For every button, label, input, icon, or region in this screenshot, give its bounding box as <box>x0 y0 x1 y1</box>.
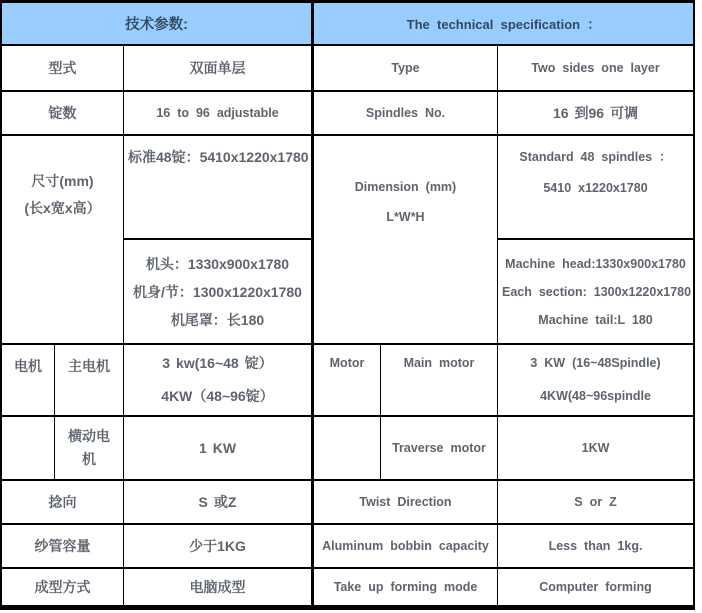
dimension-label-en-line2: L*W*H <box>386 210 425 224</box>
main-motor-label-en: Main motor <box>381 344 498 416</box>
main-motor-value-en-line2: 4KW(48~96spindle <box>540 389 651 403</box>
type-label-en: Type <box>313 45 498 91</box>
spindles-value-en: 16 到96 可调 <box>498 91 694 135</box>
row-motor-main <box>2 344 694 416</box>
motor-group-spacer-cn <box>2 416 55 480</box>
forming-label-cn: 成型方式 <box>2 568 124 606</box>
main-motor-value-en-line1: 3 KW (16~48Spindle) <box>530 356 661 370</box>
spec-table <box>1 1 694 607</box>
type-label-cn: 型式 <box>2 45 124 91</box>
machine-head-en: Machine head:1330x900x1780 <box>505 256 686 271</box>
bobbin-label-en: Aluminum bobbin capacity <box>313 524 498 568</box>
dimension-label-en <box>313 135 498 344</box>
traverse-motor-label-cn <box>55 416 124 480</box>
dimension-standard-cn <box>124 135 313 239</box>
motor-group-label-en: Motor <box>313 344 381 416</box>
each-section-cn: 机身/节：1300x1220x1780 <box>133 283 302 300</box>
forming-label-en: Take up forming mode <box>313 568 498 606</box>
dimension-standard-en-line2: 5410 x1220x1780 <box>543 181 648 195</box>
traverse-motor-label-cn-text: 横动电机 <box>68 428 110 467</box>
dimension-standard-cn-line: 标准48锭：5410x1220x1780 <box>128 149 309 165</box>
twist-value-en: S or Z <box>498 480 694 524</box>
twist-label-cn: 捻向 <box>2 480 124 524</box>
type-value-cn: 双面单层 <box>124 45 313 91</box>
machine-tail-cn: 机尾罩：长180 <box>170 311 265 328</box>
dimension-label-en-line1: Dimension (mm) <box>354 180 457 194</box>
dimension-detail-cn <box>124 239 313 344</box>
dimension-label-cn-line1: 尺寸(mm) <box>31 173 94 189</box>
dimension-standard-en <box>498 135 694 239</box>
type-value-en: Two sides one layer <box>498 45 694 91</box>
motor-group-label-cn: 电机 <box>2 344 55 416</box>
row-type <box>2 45 694 91</box>
spindles-value-cn: 16 to 96 adjustable <box>124 91 313 135</box>
dimension-label-cn-line2: (长x宽x高） <box>24 200 101 216</box>
header-row <box>2 2 694 45</box>
main-motor-value-en <box>498 344 694 416</box>
traverse-motor-value-en: 1KW <box>498 416 694 480</box>
forming-value-cn: 电脑成型 <box>124 568 313 606</box>
row-dimension-standard <box>2 135 694 239</box>
each-section-en: Each section: 1300x1220x1780 <box>502 284 692 299</box>
main-motor-value-cn-line1: 3 kw(16~48 锭） <box>162 355 273 371</box>
twist-label-en: Twist Direction <box>313 480 498 524</box>
traverse-motor-label-en: Traverse motor <box>381 416 498 480</box>
bobbin-value-cn: 少于1KG <box>124 524 313 568</box>
spindles-label-en: Spindles No. <box>313 91 498 135</box>
dimension-detail-en <box>498 239 694 344</box>
row-twist <box>2 480 694 524</box>
header-title-cn: 技术参数: <box>2 2 313 45</box>
traverse-motor-value-cn: 1 KW <box>124 416 313 480</box>
forming-value-en: Computer forming <box>498 568 694 606</box>
bobbin-value-en: Less than 1kg. <box>498 524 694 568</box>
row-spindles <box>2 91 694 135</box>
row-forming <box>2 568 694 606</box>
machine-tail-en: Machine tail:L 180 <box>538 312 653 327</box>
twist-value-cn: S 或Z <box>124 480 313 524</box>
row-motor-traverse <box>2 416 694 480</box>
motor-group-spacer-en <box>313 416 381 480</box>
main-motor-value-cn-line2: 4KW（48~96锭） <box>161 388 274 404</box>
bobbin-label-cn: 纱管容量 <box>2 524 124 568</box>
main-motor-label-cn: 主电机 <box>55 344 124 416</box>
machine-head-cn: 机头：1330x900x1780 <box>145 255 290 272</box>
spindles-label-cn: 锭数 <box>2 91 124 135</box>
dimension-standard-en-line1: Standard 48 spindles ： <box>519 150 672 164</box>
row-bobbin <box>2 524 694 568</box>
main-motor-value-cn <box>124 344 313 416</box>
header-title-en: The technical specification ： <box>313 2 694 45</box>
dimension-label-cn <box>2 135 124 344</box>
